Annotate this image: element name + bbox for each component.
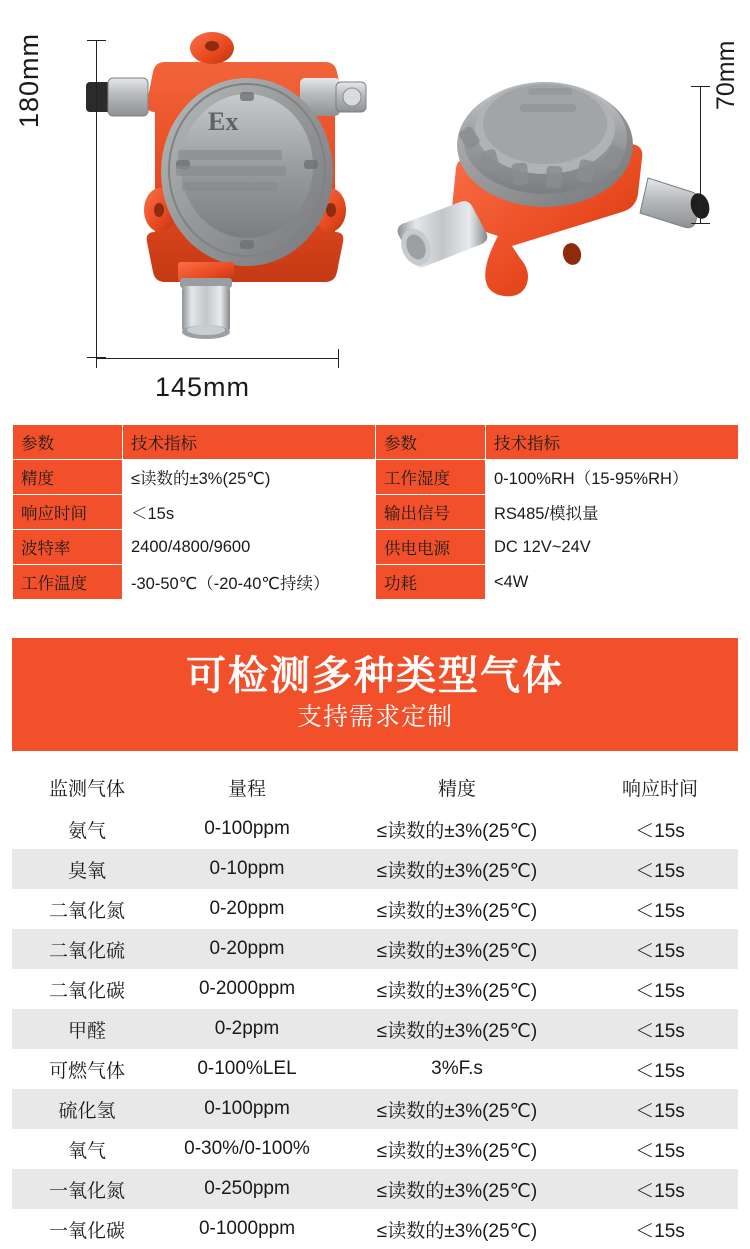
gas-range: 0-20ppm (162, 889, 332, 929)
spec-row (13, 460, 739, 495)
gas-col-header-response: 响应时间 (582, 765, 738, 809)
specification-table-container (12, 424, 738, 600)
banner-subtitle: 支持需求定制 (296, 703, 453, 731)
spec-value: RS485/模拟量 (486, 495, 739, 530)
gas-name: 硫化氢 (12, 1089, 162, 1129)
spec-header-value-right: 技术指标 (486, 425, 739, 460)
table-row (12, 1089, 738, 1129)
banner-title: 可检测多种类型气体 (186, 654, 564, 698)
gas-name: 一氧化碳 (12, 1209, 162, 1249)
gas-response: ＜15s (582, 1049, 738, 1089)
gas-col-header-accuracy: 精度 (332, 765, 582, 809)
width-dimension-line (96, 358, 339, 359)
width-dimension-label: 145mm (155, 372, 251, 402)
gas-accuracy: ≤读数的±3%(25℃) (332, 969, 582, 1009)
table-row (12, 889, 738, 929)
gas-name: 氨气 (12, 809, 162, 849)
table-row (12, 1169, 738, 1209)
spec-value: DC 12V~24V (486, 530, 739, 565)
svg-text:Ex: Ex (208, 107, 239, 136)
gas-range: 0-100%LEL (162, 1049, 332, 1089)
gas-col-header-gas: 监测气体 (12, 765, 162, 809)
gas-name: 可燃气体 (12, 1049, 162, 1089)
spec-value: 2400/4800/9600 (123, 530, 376, 565)
gas-name: 二氧化硫 (12, 929, 162, 969)
spec-header-param-left: 参数 (13, 425, 123, 460)
gas-accuracy: ≤读数的±3%(25℃) (332, 849, 582, 889)
gas-response: ＜15s (582, 929, 738, 969)
gas-accuracy: ≤读数的±3%(25℃) (332, 1169, 582, 1209)
gas-accuracy: ≤读数的±3%(25℃) (332, 929, 582, 969)
table-row (12, 1049, 738, 1089)
spec-key: 精度 (13, 460, 123, 495)
spec-value: ≤读数的±3%(25℃) (123, 460, 376, 495)
depth-dimension-label: 70mm (712, 40, 740, 110)
gas-range: 0-1000ppm (162, 1209, 332, 1249)
spec-key: 工作湿度 (376, 460, 486, 495)
gas-accuracy: 3%F.s (332, 1049, 582, 1089)
gas-response: ＜15s (582, 1089, 738, 1129)
gas-table-container (12, 765, 738, 1249)
spec-key: 供电电源 (376, 530, 486, 565)
gas-response: ＜15s (582, 1169, 738, 1209)
depth-dimension-line (700, 86, 701, 224)
gas-range: 0-2000ppm (162, 969, 332, 1009)
table-row (12, 849, 738, 889)
gas-range: 0-30%/0-100% (162, 1129, 332, 1169)
gas-response: ＜15s (582, 809, 738, 849)
spec-key: 波特率 (13, 530, 123, 565)
gas-accuracy: ≤读数的±3%(25℃) (332, 809, 582, 849)
gas-range: 0-20ppm (162, 929, 332, 969)
table-row (12, 809, 738, 849)
product-photos-svg (0, 0, 750, 410)
spec-key: 工作温度 (13, 565, 123, 600)
spec-key: 响应时间 (13, 495, 123, 530)
spec-row (13, 530, 739, 565)
gas-name: 二氧化碳 (12, 969, 162, 1009)
table-row (12, 1009, 738, 1049)
gas-table-header-row (12, 765, 738, 809)
gas-col-header-range: 量程 (162, 765, 332, 809)
gas-range: 0-250ppm (162, 1169, 332, 1209)
gas-response: ＜15s (582, 1009, 738, 1049)
spec-value: <4W (486, 565, 739, 600)
gas-range: 0-100ppm (162, 809, 332, 849)
gas-accuracy: ≤读数的±3%(25℃) (332, 1209, 582, 1249)
spec-row-header (13, 425, 739, 460)
spec-header-param-right: 参数 (376, 425, 486, 460)
gas-response: ＜15s (582, 969, 738, 1009)
specification-table (12, 424, 739, 600)
height-dimension-line (96, 40, 97, 358)
gas-name: 一氧化氮 (12, 1169, 162, 1209)
gas-accuracy: ≤读数的±3%(25℃) (332, 889, 582, 929)
table-row (12, 929, 738, 969)
spec-row (13, 565, 739, 600)
gas-name: 臭氧 (12, 849, 162, 889)
gas-range: 0-100ppm (162, 1089, 332, 1129)
gas-range: 0-10ppm (162, 849, 332, 889)
gas-name: 二氧化氮 (12, 889, 162, 929)
gas-detection-table (12, 765, 738, 1249)
gas-name: 氧气 (12, 1129, 162, 1169)
spec-key: 功耗 (376, 565, 486, 600)
spec-value: ＜15s (123, 495, 376, 530)
gas-range: 0-2ppm (162, 1009, 332, 1049)
spec-value: -30-50℃（-20-40℃持续） (123, 565, 376, 600)
gas-accuracy: ≤读数的±3%(25℃) (332, 1089, 582, 1129)
table-row (12, 969, 738, 1009)
promo-banner (12, 638, 738, 751)
gas-response: ＜15s (582, 1209, 738, 1249)
spec-header-value-left: 技术指标 (123, 425, 376, 460)
gas-response: ＜15s (582, 849, 738, 889)
table-row (12, 1129, 738, 1169)
gas-response: ＜15s (582, 889, 738, 929)
height-dimension-label: 180mm (14, 32, 44, 128)
product-illustration (0, 0, 750, 410)
gas-name: 甲醛 (12, 1009, 162, 1049)
gas-accuracy: ≤读数的±3%(25℃) (332, 1009, 582, 1049)
table-row (12, 1209, 738, 1249)
gas-accuracy: ≤读数的±3%(25℃) (332, 1129, 582, 1169)
gas-response: ＜15s (582, 1129, 738, 1169)
spec-row (13, 495, 739, 530)
spec-value: 0-100%RH（15-95%RH） (486, 460, 739, 495)
spec-key: 输出信号 (376, 495, 486, 530)
